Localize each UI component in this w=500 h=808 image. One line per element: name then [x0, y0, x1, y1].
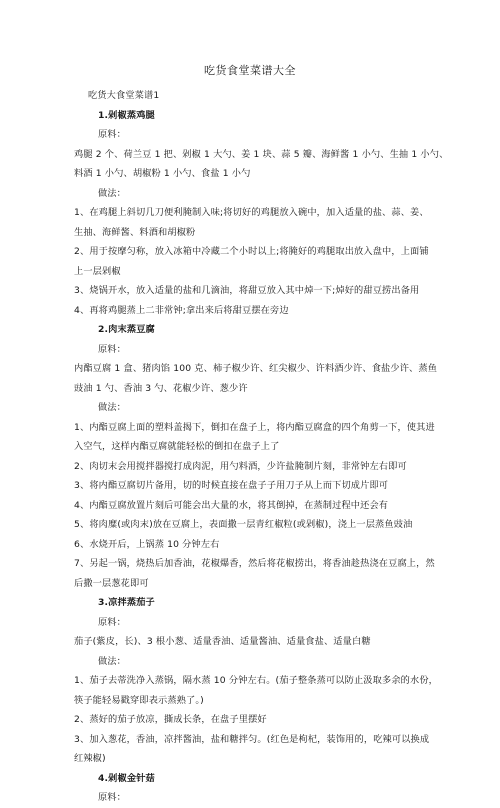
doc-line-heading: 吃货大食堂菜谱1: [88, 90, 160, 101]
step-1-2a: 2、用于按摩匀称，放入冰箱中冷藏二个小时以上;将腌好的鸡腿取出放入盘中，上面铺: [74, 246, 429, 257]
document-title: 吃货食堂菜谱大全: [204, 64, 296, 77]
step-2-1b: 入空气，这样内酯豆腐就能轻松的倒扣在盘子上了: [74, 441, 280, 452]
recipe-title-2: 2.肉末蒸豆腐: [98, 324, 155, 335]
step-1-1b: 生抽、海鲜酱、料酒和胡椒粉: [74, 226, 196, 238]
method-label-1: 做法：: [98, 187, 127, 199]
step-2-3: 3、将内酯豆腐切片备用，切的时候直接在盘子子用刀子从上而下切成片即可: [74, 480, 389, 491]
step-1-4: 4、再将鸡腿蒸上二非常钟;拿出来后将甜豆摆在旁边: [74, 304, 289, 316]
ingredients-label-3: 原料：: [98, 616, 127, 628]
ingredients-text-3: 茄子(紫皮，长)、3 根小葱、适量香油、适量酱油、适量食盐、适量白糖: [74, 636, 371, 647]
ingredients-text-2b: 豉油 1 勺、香油 3 勺、花椒少许、葱少许: [74, 382, 248, 394]
step-1-1a: 1、在鸡腿上斜切几刀便利腌制入味;将切好的鸡腿放入碗中，加入适量的盐、蒜、姜、: [74, 207, 429, 218]
step-2-6: 6、水烧开后，上锅蒸 10 分钟左右: [74, 538, 220, 550]
ingredients-text-2a: 内酯豆腐 1 盒、猪肉馅 100 克、柿子椒少许、红尖椒少、许料酒少许、食盐少许、蒸鱼: [74, 363, 438, 374]
recipe-title-4: 4.剁椒金针菇: [98, 772, 155, 784]
ingredients-label-4: 原料：: [98, 792, 127, 803]
ingredients-text-1b: 料酒 1 小勺、胡椒粉 1 小勺、食盐 1 小勺: [74, 168, 251, 179]
step-3-1a: 1、茄子去蒂洗净入蒸锅，隔水蒸 10 分钟左右。(茄子整条蒸可以防止汲取多余的水份，: [74, 675, 439, 686]
step-3-1b: 筷子能轻易戳穿即表示蒸熟了。): [74, 694, 204, 706]
step-3-3a: 3、加入葱花，香油，凉拌酱油，盐和糖拌匀。(红色是枸杞，装饰用的，吃辣可以换成: [74, 733, 430, 745]
step-2-1a: 1、内酯豆腐上面的塑料盖揭下，倒扣在盘子上，将内酯豆腐盒的四个角剪一下，使其进: [74, 421, 435, 433]
recipe-title-1: 1.剁椒蒸鸡腿: [98, 109, 155, 121]
step-2-7a: 7、另起一锅，烧热后加香油，花椒爆香，然后将花椒捞出，将香油趁热浇在豆腐上，然: [74, 558, 435, 569]
step-1-2b: 上一层剁椒: [74, 265, 121, 277]
ingredients-label-1: 原料：: [98, 129, 127, 140]
step-2-4: 4、内酯豆腐放置片刻后可能会出大量的水，将其倒掉，在蒸制过程中还会有: [74, 499, 389, 511]
step-2-2: 2、肉切末会用搅拌器搅打成肉泥，用勺料酒，少许盐腌制片刻，非常钟左右即可: [74, 460, 407, 472]
method-label-2: 做法：: [98, 402, 127, 413]
document-body: [74, 86, 449, 808]
ingredients-label-2: 原料：: [98, 343, 127, 355]
step-3-3b: 红辣椒): [74, 753, 106, 764]
ingredients-text-1a: 鸡腿 2 个、荷兰豆 1 把、剁椒 1 大勺、姜 1 块、蒜 5 瓣、海鲜酱 1 小勺、生抽 1 小勺、: [74, 148, 449, 160]
step-1-3: 3、烧锅开水，放入适量的盐和几滴油，将甜豆放入其中焯一下;焯好的甜豆捞出备用: [74, 285, 420, 296]
step-2-5: 5、将肉糜(或肉末)放在豆腐上，表面撒一层青红椒粒(或剁椒)，浇上一层蒸鱼豉油: [74, 519, 413, 530]
recipe-title-3: 3.凉拌蒸茄子: [98, 597, 155, 608]
step-3-2: 2、蒸好的茄子放凉，撕成长条，在盘子里摆好: [74, 714, 267, 725]
method-label-3: 做法：: [98, 655, 127, 667]
step-2-7b: 后撒一层葱花即可: [74, 577, 149, 589]
